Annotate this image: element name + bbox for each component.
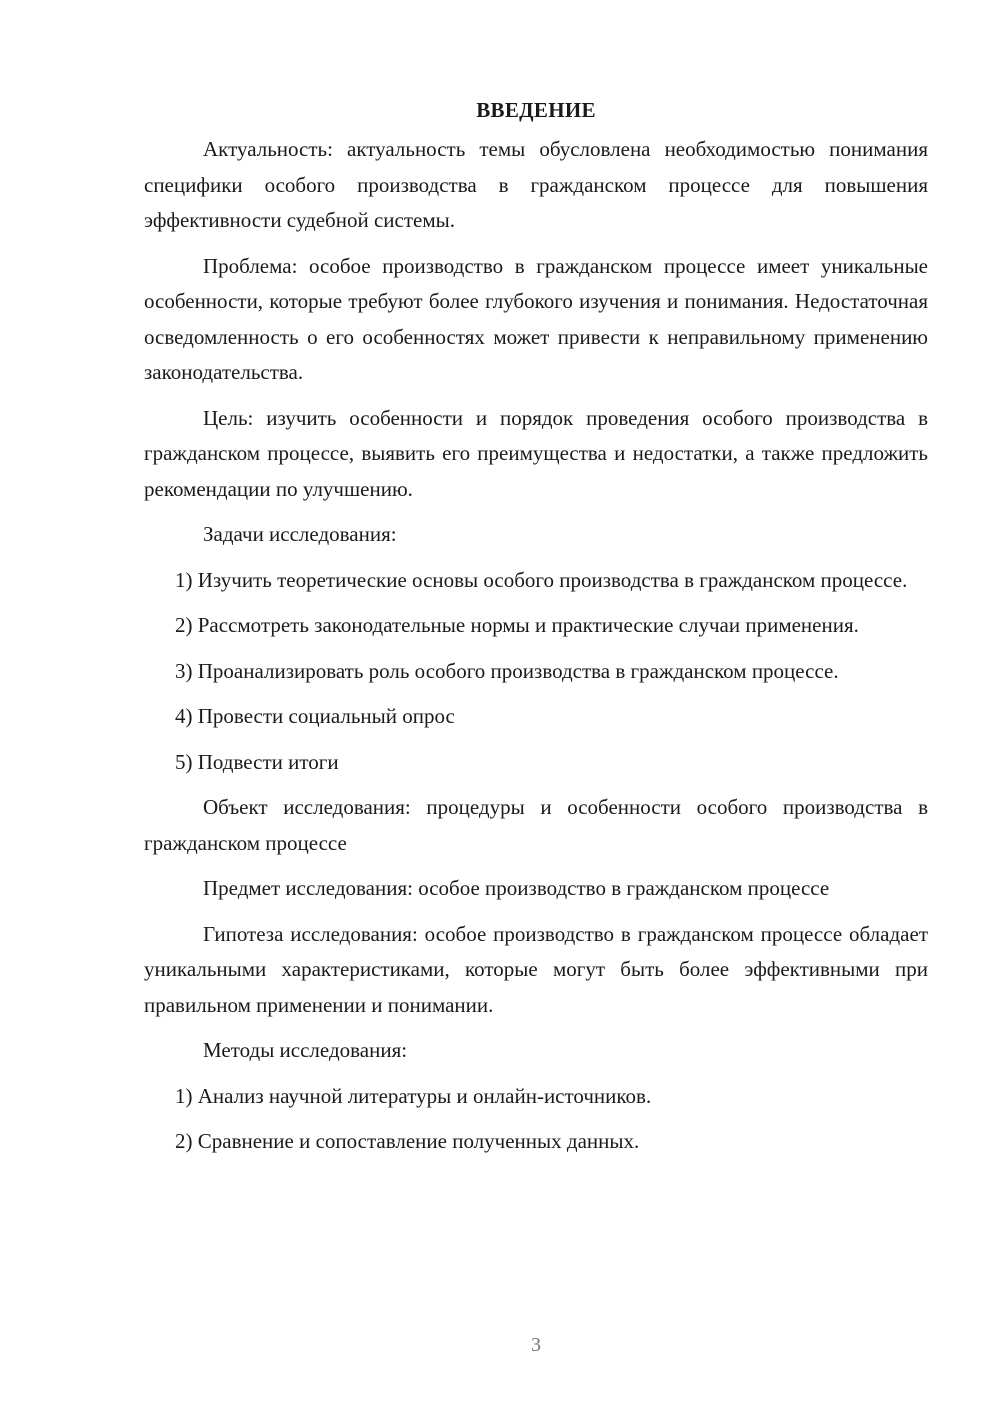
methods-list xyxy=(144,1079,928,1160)
list-item: 2) Сравнение и сопоставление полученных данных. xyxy=(175,1129,640,1153)
paragraph-subject: Предмет исследования: особое производство в гражданском процессе xyxy=(203,876,830,900)
list-item: 1) Изучить теоретические основы особого производства в гражданском процессе. xyxy=(175,567,908,592)
document-page xyxy=(144,92,928,1170)
list-item: 2) Рассмотреть законодательные нормы и практические случаи применения. xyxy=(175,613,859,637)
paragraph-goal: Цель: изучить особенности и порядок проведения особого производства в гражданском процессе, выявить его преимущества и недостатки, а также предложить рекомендации по улучшению. xyxy=(144,405,928,501)
paragraph-relevance: Актуальность: актуальность темы обусловлена необходимостью понимания специфики особого производства в гражданском процессе для повышения эффективности судебной системы. xyxy=(144,137,928,232)
tasks-list xyxy=(144,563,928,781)
tasks-heading: Задачи исследования: xyxy=(203,522,397,546)
paragraph-object: Объект исследования: процедуры и особенности особого производства в гражданском процессе xyxy=(144,795,928,855)
section-title: ВВЕДЕНИЕ xyxy=(476,98,596,122)
page-number: 3 xyxy=(531,1334,541,1356)
list-item: 5) Подвести итоги xyxy=(175,749,339,774)
list-item: 4) Провести социальный опрос xyxy=(175,704,455,728)
list-item: 1) Анализ научной литературы и онлайн-источников. xyxy=(175,1083,652,1108)
paragraph-problem: Проблема: особое производство в гражданском процессе имеет уникальные особенности, которые требуют более глубокого изучения и понимания. Недостаточная осведомленность о его особенностях может привести к неправильному применению законодательства. xyxy=(144,253,928,384)
methods-heading: Методы исследования: xyxy=(203,1038,408,1062)
paragraph-hypothesis: Гипотеза исследования: особое производство в гражданском процессе обладает уникальными характеристиками, которые могут быть более эффективными при правильном применении и понимании. xyxy=(144,921,928,1017)
list-item: 3) Проанализировать роль особого производства в гражданском процессе. xyxy=(175,658,839,683)
